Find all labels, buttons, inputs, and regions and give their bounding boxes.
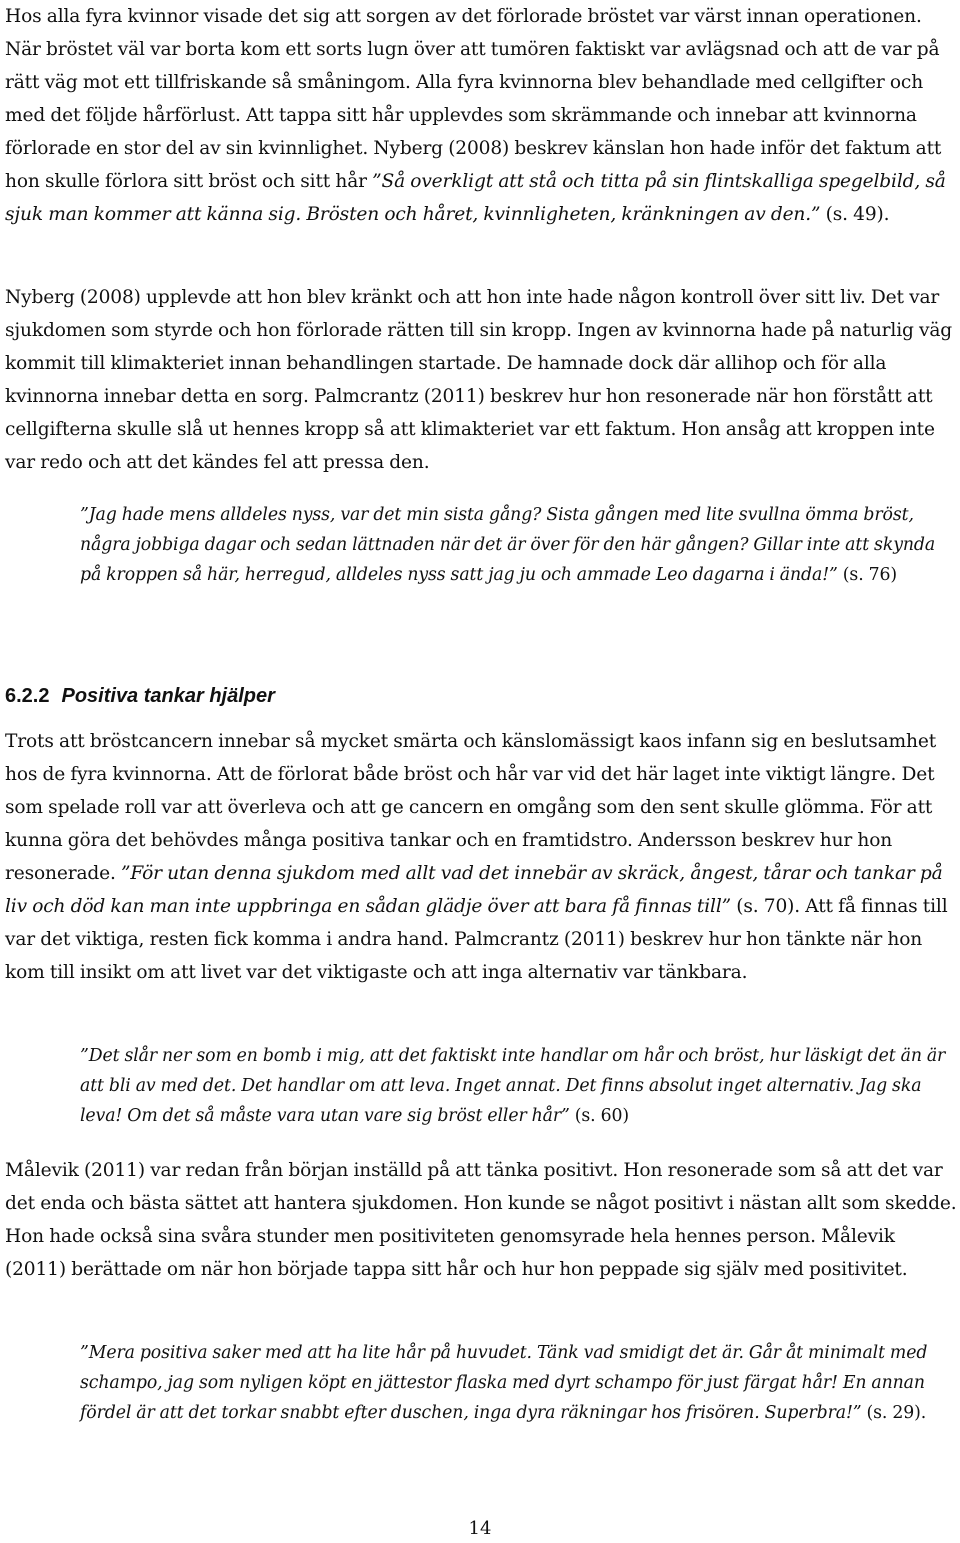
paragraph-text: Hos alla fyra kvinnor visade det sig att sorgen av det förlorade bröstet var värst innan operationen. När bröstet väl var borta kom ett sorts lugn över att tumören faktiskt var avlägsnad och att de var på rätt väg mot ett tillfriskande så småningom. Alla fyra kvinnorna blev behandlade med cellgifter och med det följde hårförlust. Att tappa sitt hår upplevdes som skrämmande och innebar att kvinnorna förlorade en stor del av sin kvinnlighet. Nyberg (2008) beskrev känslan hon hade inför det faktum att hon skulle förlora sitt bröst och sitt hår bbox=[5, 6, 942, 192]
paragraph-text: Nyberg (2008) upplevde att hon blev kränkt och att hon inte hade någon kontroll över sitt liv. Det var sjukdomen som styrde och hon förlorade rätten till sin kropp. Ingen av kvinnorna hade på naturlig väg kommit till klimakteriet innan behandlingen startade. De hamnade dock där allihop och för alla kvinnorna innebar detta en sorg. Palmcrantz (2011) beskrev hur hon resonerade när hon förstått att cellgifterna skulle slå ut hennes kropp så att klimakteriet var ett faktum. Hon ansåg att kroppen inte var redo och att det kändes fel att pressa den. bbox=[5, 287, 953, 473]
paragraph-nyberg-sorrow bbox=[5, 0, 957, 231]
inline-quote: ”För utan denna sjukdom med allt vad det innebär av skräck, ångest, tårar och tankar på liv och död kan man inte uppbringa en sådan glädje över att bara få finnas till” bbox=[5, 863, 943, 917]
section-number: 6.2.2 bbox=[5, 685, 50, 707]
quote-text: ”Det slår ner som en bomb i mig, att det faktiskt inte handlar om hår och bröst, hur läskigt det än är att bli av med det. Det handlar om att leva. Inget annat. Det finns absolut inget alternativ. Jag ska leva! Om det så måste vara utan vare sig bröst eller hår” bbox=[80, 1046, 946, 1126]
paragraph-positive-thoughts bbox=[5, 725, 957, 989]
citation: (s. 76) bbox=[837, 565, 898, 585]
block-quote-bomb bbox=[80, 1041, 950, 1131]
inline-quote: ”Så overkligt att stå och titta på sin flintskalliga spegelbild, så sjuk man kommer att känna sig. Brösten och håret, kvinnligheten, kränkningen av den.” bbox=[5, 171, 946, 225]
paragraph-menopause bbox=[5, 281, 957, 479]
citation: (s. 29). bbox=[861, 1403, 927, 1423]
section-heading bbox=[5, 682, 275, 710]
page-number: 14 bbox=[468, 1518, 492, 1539]
block-quote-hair bbox=[80, 1338, 950, 1428]
paragraph-text: Trots att bröstcancern innebar så mycket smärta och känslomässigt kaos infann sig en beslutsamhet hos de fyra kvinnorna. Att de förlorat både bröst och hår var vid det här laget inte viktigt längre. Det som spelade roll var att överleva och att ge cancern en omgång som den sent skulle glömma. För att kunna göra det behövdes många positiva tankar och en framtidstro. Andersson beskrev hur hon resonerade. bbox=[5, 731, 937, 884]
quote-text: ”Jag hade mens alldeles nyss, var det min sista gång? Sista gången med lite svullna ömma bröst, några jobbiga dagar och sedan lättnaden när det är över för den här gången? Gillar inte att skynda på kroppen så här, herregud, alldeles nyss satt jag ju och ammade Leo dagarna i ända!” bbox=[80, 505, 936, 585]
paragraph-text: Målevik (2011) var redan från början inställd på att tänka positivt. Hon resonerade som så att det var det enda och bästa sättet att hantera sjukdomen. Hon kunde se något positivt i nästan allt som skedde. Hon hade också sina svåra stunder men positiviteten genomsyrade hela hennes person. Målevik (2011) berättade om när hon började tappa sitt hår och hur hon peppade sig själv med positivitet. bbox=[5, 1160, 957, 1280]
citation: (s. 49). bbox=[820, 204, 890, 225]
quote-text: ”Mera positiva saker med att ha lite hår på huvudet. Tänk vad smidigt det är. Går åt minimalt med schampo, jag som nyligen köpt en jättestor flaska med dyrt schampo för just färgat hår! En annan fördel är att det torkar snabbt efter duschen, inga dyra räkningar hos frisören. Superbra!” bbox=[80, 1343, 928, 1423]
citation: (s. 60) bbox=[569, 1106, 630, 1126]
paragraph-text-continued: (s. 70). Att få finnas till var det viktiga, resten fick komma i andra hand. Palmcrantz (2011) beskrev hur hon tänkte när hon kom till insikt om att livet var det viktigaste och att inga alternativ var tänkbara. bbox=[5, 896, 948, 983]
section-title: Positiva tankar hjälper bbox=[61, 685, 275, 707]
paragraph-malevik bbox=[5, 1154, 957, 1286]
block-quote-palmcrantz bbox=[80, 500, 950, 590]
